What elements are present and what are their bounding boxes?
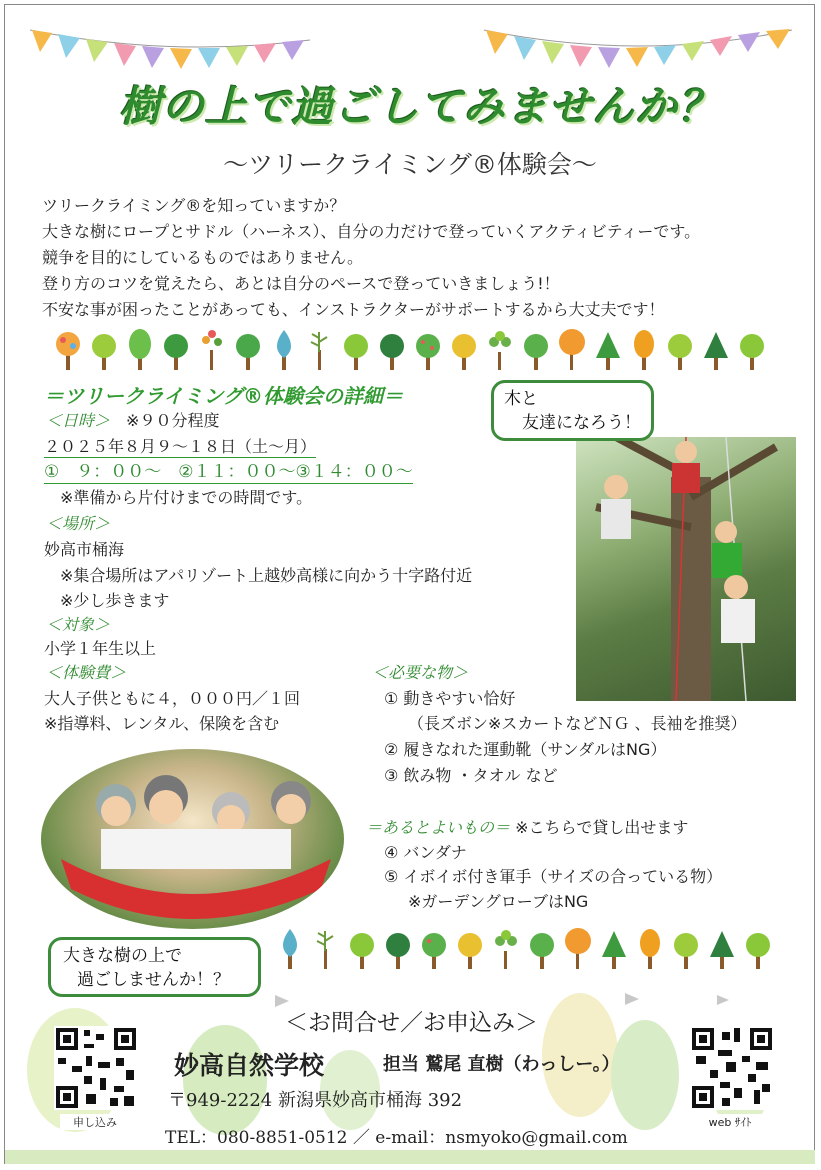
bubble-big-line-1: 大きな樹の上で: [63, 946, 182, 966]
qr-code-apply-graphic: [54, 1026, 138, 1110]
intro-line: ツリークライミング®を知っていますか？: [42, 196, 346, 215]
qr-apply-label: 申し込み: [60, 1114, 130, 1130]
bubble-tree-line-2: 友達になろう！: [522, 413, 641, 433]
times-note: ※準備から片付けまでの時間です。: [60, 488, 313, 507]
place-label: ＜場所＞: [46, 514, 111, 533]
optional-item-note: ※ガーデングローブはNG: [408, 892, 589, 911]
target-label: ＜対象＞: [46, 615, 111, 634]
bubble-tree-line-1: 木と: [504, 389, 538, 409]
intro-line: 競争を目的にしているものではありません。: [42, 248, 363, 267]
contact-person: 担当 鷲尾 直樹（わっしー。）: [383, 1054, 620, 1075]
fee-label: ＜体験費＞: [46, 663, 127, 682]
kids-hammock-photo: [41, 749, 344, 929]
event-date: ２０２５年８月９～１８日（土～月）: [44, 437, 317, 456]
bunting-right: [484, 29, 792, 68]
optional-item-4: ④ バンダナ: [384, 843, 467, 862]
items-label: ＜必要な物＞: [372, 663, 469, 682]
optional-label: ＝あるとよいもの＝: [366, 818, 511, 837]
bird-icon: [717, 995, 729, 1005]
qr-code-website-icon[interactable]: [690, 1026, 774, 1110]
qr-website-label: web ｻｲﾄ: [695, 1114, 765, 1130]
speech-bubble-tree: [491, 380, 654, 441]
contact-tel-email: TEL：080-8851-0512 ／ e-mail：nsmyoko@gmail.com: [165, 1128, 628, 1148]
place-note-1: ※集合場所はアパリゾート上越妙高様に向かう十字路付近: [60, 566, 473, 585]
datetime-note: ※９０分程度: [126, 411, 220, 430]
tree-climbing-illustration: [576, 437, 796, 701]
tree-climbing-photo: [576, 437, 796, 701]
optional-note: ※こちらで貸し出せます: [515, 818, 689, 837]
intro-text: [42, 193, 802, 323]
ground-strip: [5, 1150, 815, 1164]
optional-heading: [366, 817, 688, 839]
intro-line: 登り方のコツを覚えたら、あとは自分のペースで登っていきましょう!！: [42, 274, 560, 293]
optional-item-5: ⑤ イボイボ付き軍手（サイズの合っている物）: [384, 867, 723, 886]
contact-title: ＜お問合せ／お申込み＞: [285, 1010, 538, 1036]
datetime-label: [46, 410, 219, 432]
organization-name: 妙高自然学校: [174, 1051, 325, 1080]
qr-code-website-graphic: [690, 1026, 774, 1110]
intro-line: 大きな樹にロープとサドル（ハーネス）、自分の力だけで登っていくアクティビティーです。: [42, 222, 701, 241]
event-times: ① ９：００～ ②１１：００～③１４：００～: [44, 462, 413, 482]
item-3: ③ 飲み物 ・タオル など: [384, 766, 558, 785]
place-note-2: ※少し歩きます: [60, 591, 170, 610]
contact-address: 〒949-2224 新潟県妙高市桶海 392: [168, 1090, 463, 1111]
page-subtitle: ～ツリークライミング®体験会～: [223, 150, 597, 179]
item-2: ② 履きなれた運動靴（サンダルはNG）: [384, 740, 667, 759]
bubble-big-line-2: 過ごしませんか！？: [77, 970, 230, 990]
page-title: 樹の上で過ごしてみませんか？: [118, 82, 721, 131]
bunting-left: [30, 30, 310, 69]
kids-hammock-illustration: [41, 749, 344, 929]
place: 妙高市桶海: [44, 540, 125, 559]
item-1: ① 動きやすい恰好: [384, 689, 516, 708]
item-1-note: （長ズボン※スカートなどＮＧ 、長袖を推奨）: [408, 714, 747, 733]
tree-icons-row-bottom: [276, 927, 796, 975]
fee-note: ※指導料、レンタル、保険を含む: [44, 714, 280, 733]
fee: 大人子供ともに４，０００円／１回: [44, 689, 301, 708]
tree-icons-row-top: [50, 328, 770, 376]
datetime-label-text: ＜日時＞: [46, 411, 111, 430]
target: 小学１年生以上: [44, 639, 157, 658]
qr-code-apply-icon[interactable]: [54, 1026, 138, 1110]
intro-line: 不安な事が困ったことがあっても、インストラクターがサポートするから大丈夫です！: [42, 300, 665, 319]
details-heading: ＝ツリークライミング®体験会の詳細＝: [44, 384, 403, 408]
bird-icon: [625, 993, 639, 1005]
bunting-flags: [0, 0, 821, 80]
